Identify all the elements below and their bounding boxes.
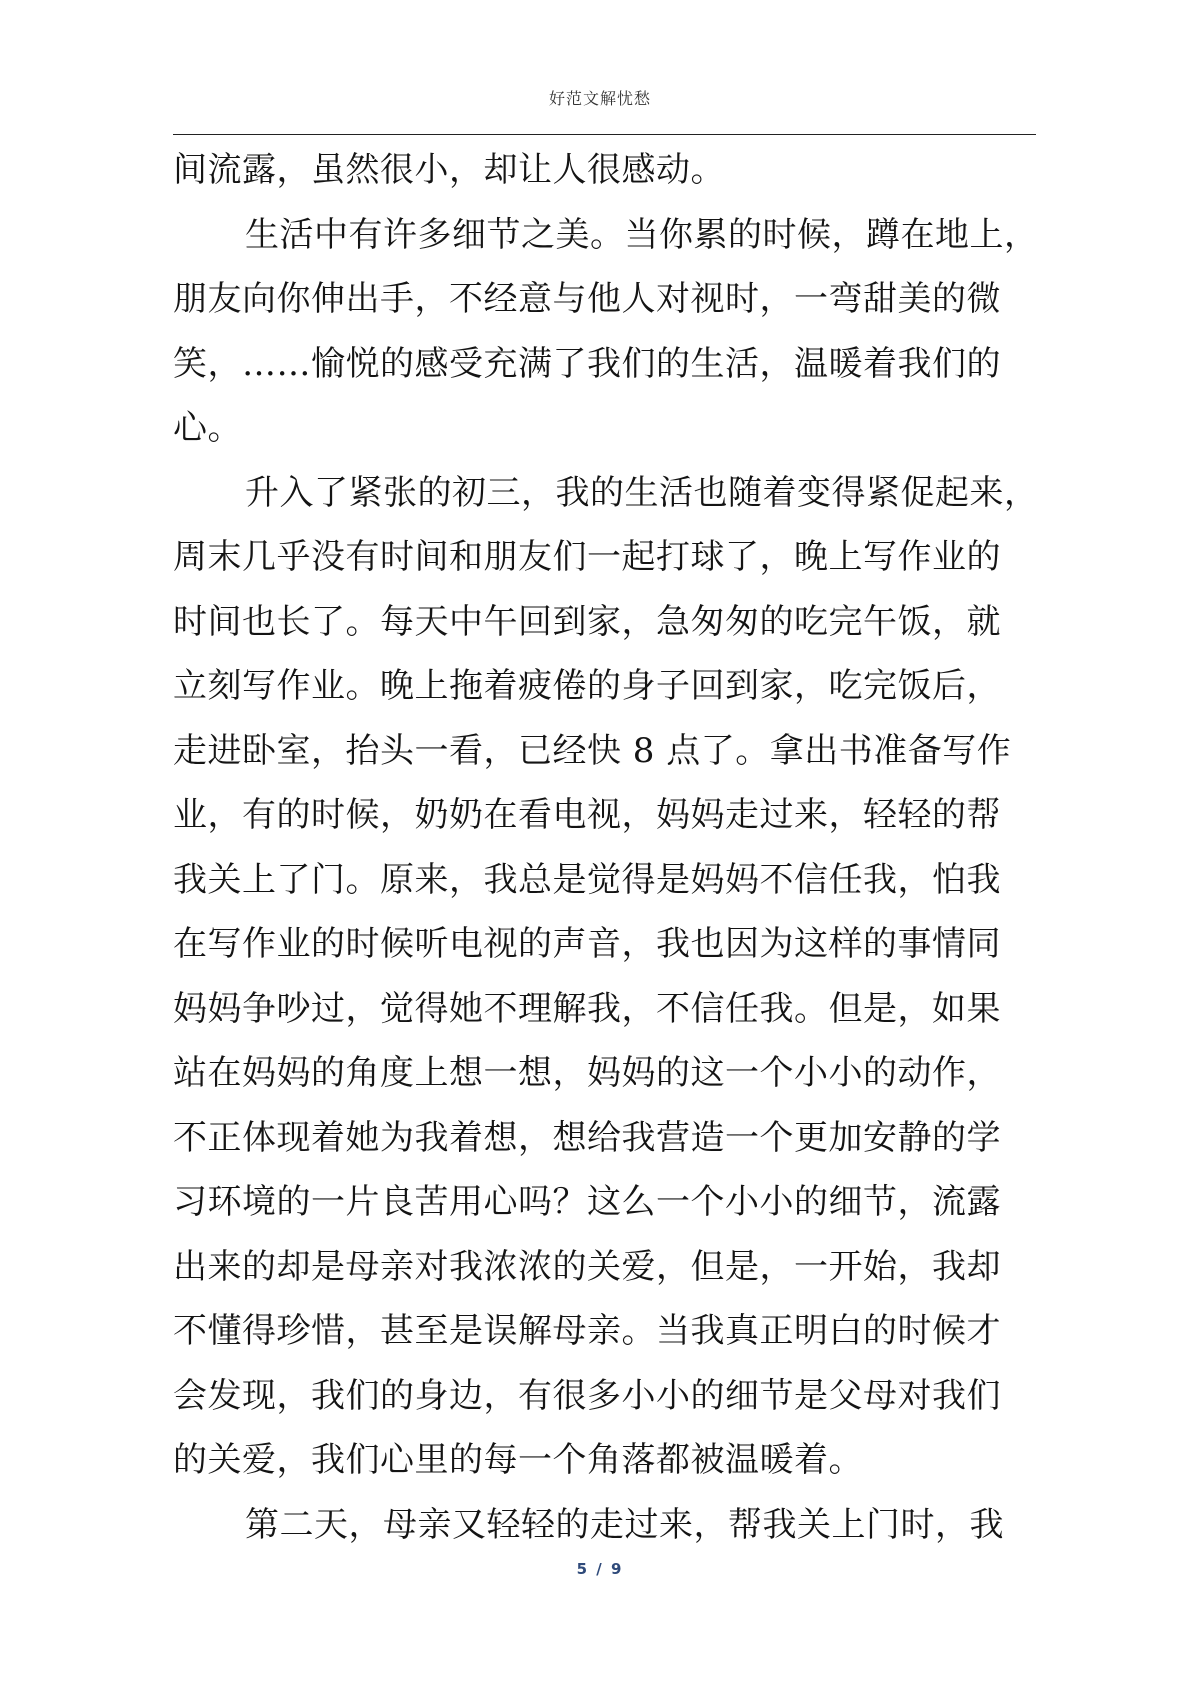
text-line: 妈妈争吵过，觉得她不理解我，不信任我。但是，如果 [173,988,1001,1029]
text-line: 间流露，虽然很小，却让人很感动。 [173,150,725,190]
text-line: 我关上了门。原来，我总是觉得是妈妈不信任我，怕我 [173,859,1001,900]
text-line: 业，有的时候，奶奶在看电视，妈妈走过来，轻轻的帮 [173,795,1001,835]
paragraph-start-line: 生活中有许多细节之美。当你累的时候，蹲在地上， [245,214,1039,255]
text-line: 习环境的一片良苦用心吗？这么一个小小的细节，流露 [173,1182,1001,1222]
body-text [173,138,1043,1557]
text-line: 朋友向你伸出手，不经意与他人对视时，一弯甜美的微 [173,279,1001,319]
text-line: 不懂得珍惜，甚至是误解母亲。当我真正明白的时候才 [173,1311,1001,1351]
text-line: 不正体现着她为我着想，想给我营造一个更加安静的学 [173,1117,1001,1158]
text-line: 笑，……愉悦的感受充满了我们的生活，温暖着我们的 [173,343,1001,384]
text-line: 站在妈妈的角度上想一想，妈妈的这一个小小的动作， [173,1053,1001,1093]
header-title: 好范文解忧愁 [548,89,651,108]
text-line: 会发现，我们的身边，有很多小小的细节是父母对我们 [173,1375,1001,1416]
text-line: 的关爱，我们心里的每一个角落都被温暖着。 [173,1440,863,1480]
text-line: 立刻写作业。晚上拖着疲倦的身子回到家，吃完饭后， [173,666,1001,706]
paragraph-start-line: 第二天，母亲又轻轻的走过来，帮我关上门时，我 [245,1504,1004,1545]
text-line: 走进卧室，抬头一看，已经快 8 点了。拿出书准备写作 [173,730,1012,771]
paragraph-start-line: 升入了紧张的初三，我的生活也随着变得紧促起来， [245,472,1039,513]
text-line: 出来的却是母亲对我浓浓的关爱，但是，一开始，我却 [173,1246,1001,1287]
header-divider [173,134,1036,135]
text-line: 在写作业的时候听电视的声音，我也因为这样的事情同 [173,924,1001,964]
text-line: 心。 [173,408,242,448]
text-line: 时间也长了。每天中午回到家，急匆匆的吃完午饭，就 [173,601,1001,642]
page-number: 5 / 9 [576,1560,624,1578]
text-line: 周末几乎没有时间和朋友们一起打球了，晚上写作业的 [173,537,1001,577]
